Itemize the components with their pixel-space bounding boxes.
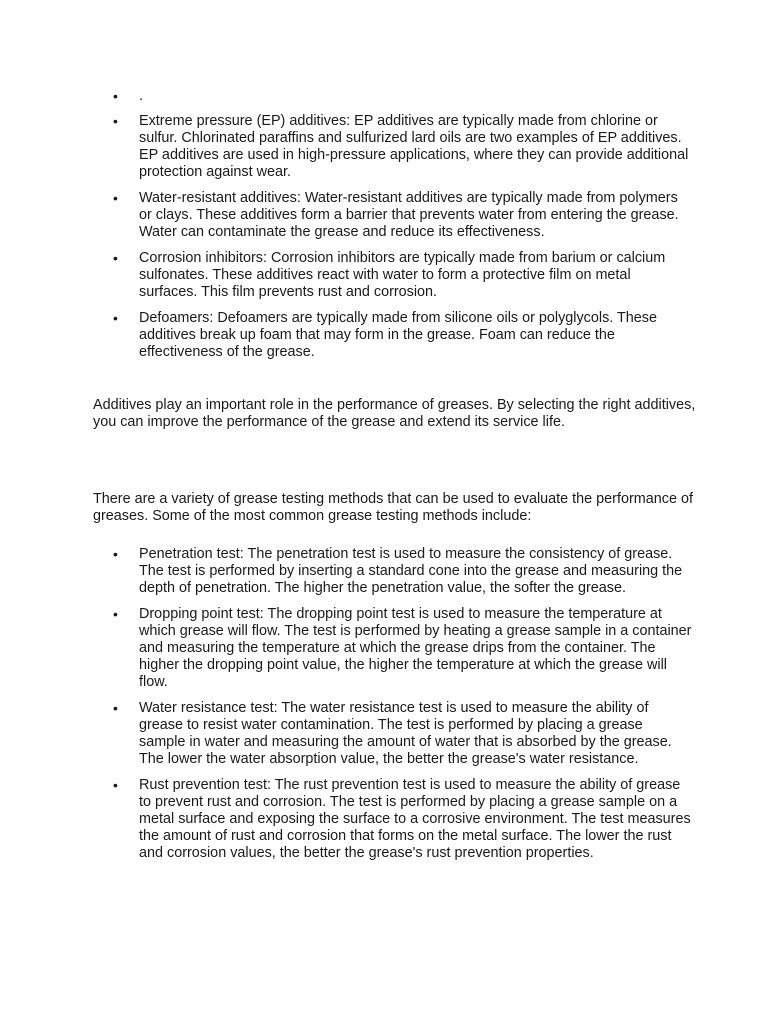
bullet-icon: • <box>113 113 118 129</box>
additives-summary-paragraph: Additives play an important role in the performance of greases. By selecting the right additives, you can improve the performance of the grease and extend its service life. <box>93 397 696 430</box>
list-item <box>113 546 693 597</box>
list-item-text: Water-resistant additives: Water-resistant additives are typically made from polymers or clays. These additives form a barrier that prevents water from entering the grease. Water can contaminate the grease and reduce its effectiveness. <box>139 190 679 240</box>
list-item <box>113 606 693 691</box>
list-item <box>113 190 693 241</box>
bullet-icon: • <box>113 88 118 104</box>
bullet-icon: • <box>113 190 118 206</box>
list-item-text: Corrosion inhibitors: Corrosion inhibitors are typically made from barium or calcium sulfonates. These additives react with water to form a protective film on metal surfaces. This film prevents rust and corrosion. <box>139 250 666 300</box>
list-item <box>113 250 693 301</box>
list-item-text: Penetration test: The penetration test is used to measure the consistency of grease. The test is performed by inserting a standard cone into the grease and measuring the depth of penetration. The higher the penetration value, the softer the grease. <box>139 546 683 596</box>
bullet-icon: • <box>113 700 118 716</box>
list-item-text: . <box>139 88 143 104</box>
list-item <box>113 88 693 105</box>
bullet-icon: • <box>113 546 118 562</box>
bullet-icon: • <box>113 310 118 326</box>
list-item-text: Extreme pressure (EP) additives: EP additives are typically made from chlorine or sulfur. Chlorinated paraffins and sulfurized lard oils are two examples of EP additives. EP additives are used in high-pressure applications, where they can provide additional protection against wear. <box>139 113 689 180</box>
list-item <box>113 113 693 181</box>
list-item-text: Rust prevention test: The rust prevention test is used to measure the ability of grease to prevent rust and corrosion. The test is performed by placing a grease sample on a metal surface and exposing the surface to a corrosive environment. The test measures the amount of rust and corrosion that forms on the metal surface. The lower the rust and corrosion values, the better the grease's rust prevention properties. <box>139 777 691 861</box>
testing-methods-intro-paragraph: There are a variety of grease testing methods that can be used to evaluate the performance of greases. Some of the most common grease testing methods include: <box>93 491 693 524</box>
list-item <box>113 777 693 862</box>
list-item-text: Dropping point test: The dropping point test is used to measure the temperature at which grease will flow. The test is performed by heating a grease sample in a container and measuring the temperature at which the grease drips from the container. The higher the dropping point value, the higher the temperature at which the grease will flow. <box>139 606 692 690</box>
bullet-icon: • <box>113 250 118 266</box>
additives-list <box>113 88 693 370</box>
list-item <box>113 700 693 768</box>
list-item-text: Defoamers: Defoamers are typically made from silicone oils or polyglycols. These additives break up foam that may form in the grease. Foam can reduce the effectiveness of the grease. <box>139 310 657 360</box>
bullet-icon: • <box>113 606 118 622</box>
list-item <box>113 310 693 361</box>
bullet-icon: • <box>113 777 118 793</box>
testing-methods-list <box>113 546 693 871</box>
list-item-text: Water resistance test: The water resistance test is used to measure the ability of grease to resist water contamination. The test is performed by placing a grease sample in water and measuring the amount of water that is absorbed by the grease. The lower the water absorption value, the better the grease's water resistance. <box>139 700 672 767</box>
